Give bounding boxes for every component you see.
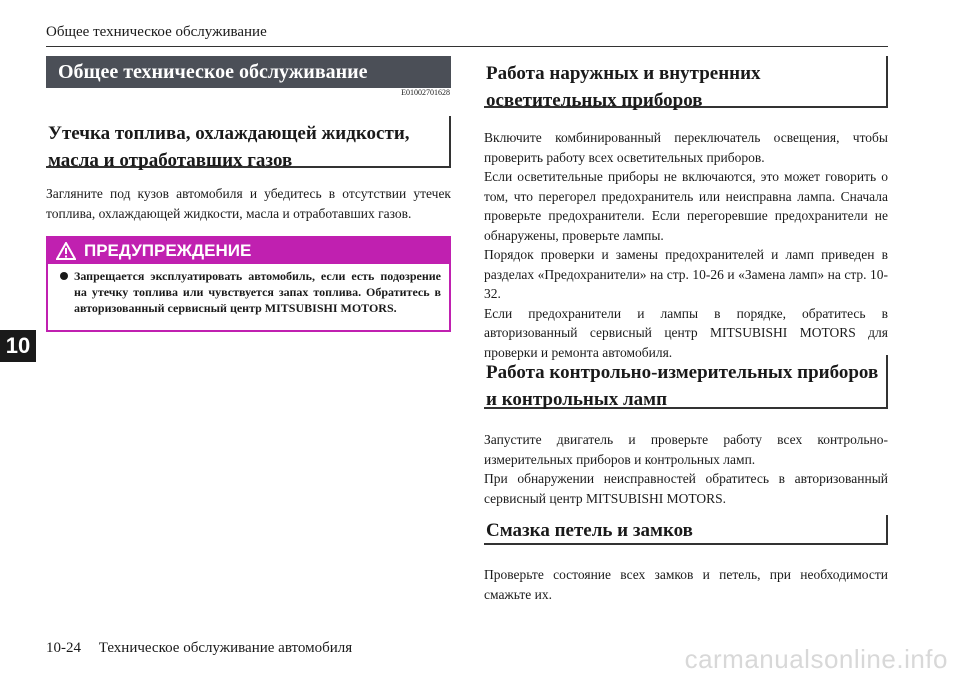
paragraph: Порядок проверки и замены предохранителей и ламп приведен в разделах «Предохранители» на стр. 10-26 и «Замена ламп» на стр. 10-32. <box>484 247 888 301</box>
warning-title: ПРЕДУПРЕЖДЕНИЕ <box>84 241 252 260</box>
paragraph: Запустите двигатель и проверьте работу всех контрольно-измерительных приборов и контрольных ламп. <box>484 432 888 467</box>
instruments-text-block <box>484 430 888 508</box>
paragraph-leaks: Загляните под кузов автомобиля и убедитесь в отсутствии утечек топлива, охлаждающей жидкости, масла и отработавших газов. <box>46 186 451 221</box>
heading-instruments: Работа контрольно-измерительных приборов и контрольных ламп <box>484 355 888 409</box>
heading-lighting: Работа наружных и внутренних осветительных приборов <box>484 56 888 108</box>
bullet-icon <box>60 272 68 280</box>
warning-header <box>48 238 449 264</box>
running-header: Общее техническое обслуживание <box>46 24 267 40</box>
footer-title: Техническое обслуживание автомобиля <box>98 640 353 656</box>
section-title-bar: Общее техническое обслуживание <box>46 56 451 88</box>
paragraph: Если осветительные приборы не включаются, это может говорить о том, что перегорел предохранитель или неисправна лампа. Сначала проверьте предохранители. Если перегоревшие предохранители не обнаружены, проверьте лампы. <box>484 169 888 243</box>
paragraph: При обнаружении неисправностей обратитесь в авторизованный сервисный центр MITSUBISHI MOTORS. <box>484 471 888 506</box>
warning-triangle-icon <box>56 242 76 260</box>
footer <box>46 640 352 657</box>
document-code: E01002701628 <box>401 88 450 97</box>
paragraph: Включите комбинированный переключатель освещения, чтобы проверить работу всех осветительных приборов. <box>484 130 888 165</box>
page-number: 10-24 <box>46 640 81 656</box>
chapter-tab: 10 <box>0 330 36 362</box>
heading-leaks: Утечка топлива, охлаждающей жидкости, масла и отработавших газов <box>46 116 451 168</box>
paragraph-lubrication: Проверьте состояние всех замков и петель, при необходимости смажьте их. <box>484 567 888 602</box>
warning-box <box>46 236 451 332</box>
warning-text-block <box>48 264 449 316</box>
heading-lubrication: Смазка петель и замков <box>484 515 888 545</box>
watermark: carmanualsonline.info <box>684 644 948 674</box>
warning-text: Запрещается эксплуатировать автомобиль, если есть подозрение на утечку топлива или чувствуется запах топлива. Обратитесь в авторизованный сервисный центр MITSUBISHI MOTORS. <box>74 269 441 315</box>
lighting-text-block <box>484 128 888 362</box>
header-divider <box>46 46 888 47</box>
paragraph: Если предохранители и лампы в порядке, обратитесь в авторизованный сервисный центр MITSUBISHI MOTORS для проверки и ремонта автомобиля. <box>484 305 888 360</box>
